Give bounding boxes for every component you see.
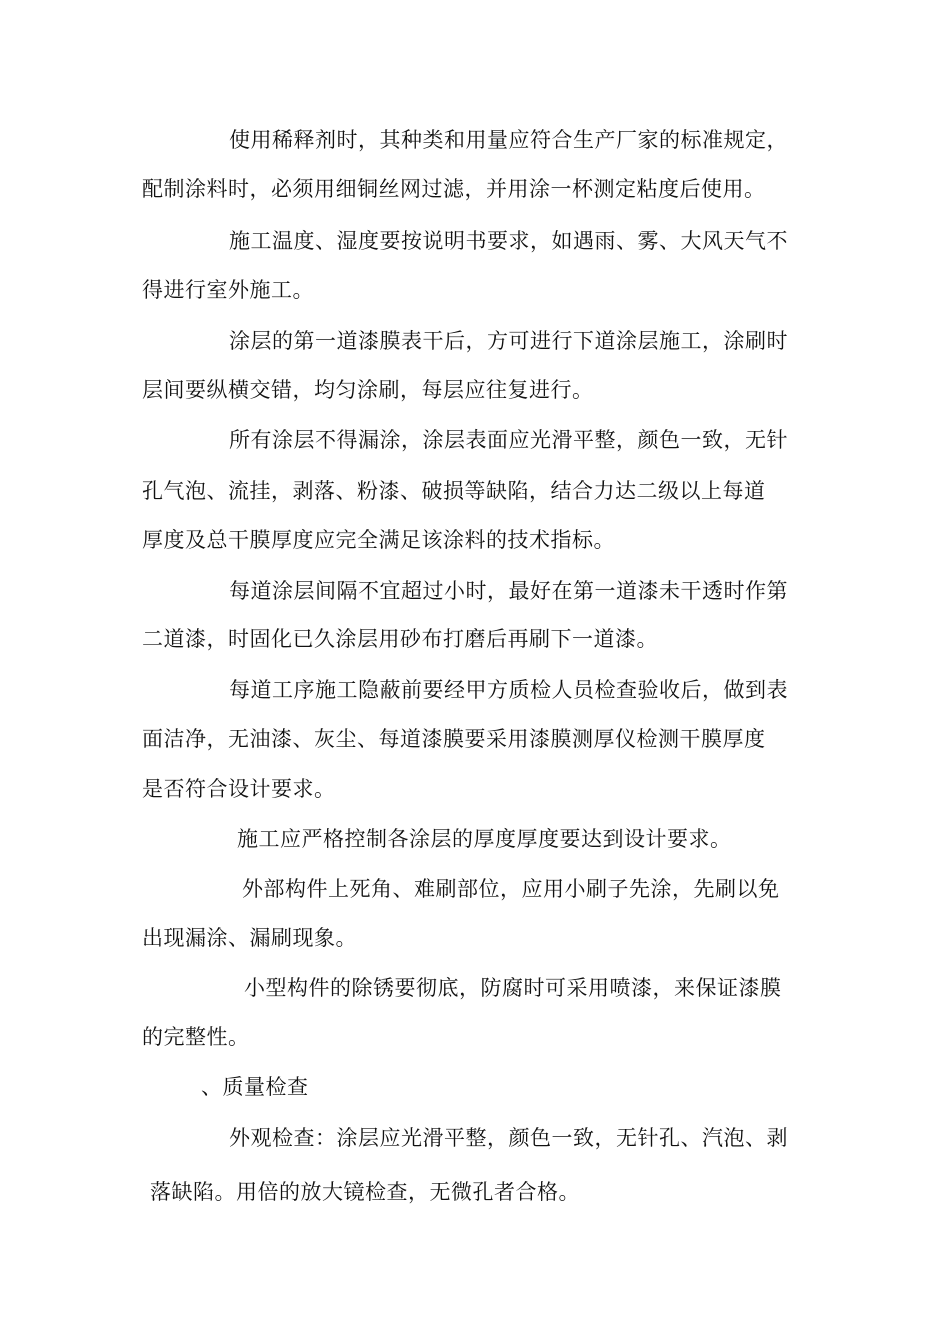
paragraph-line: 厚度及总干膜厚度应完全满足该涂料的技术指标。: [142, 528, 615, 552]
paragraph-line: 的完整性。: [142, 1025, 250, 1049]
paragraph-line: 是否符合设计要求。: [142, 777, 336, 801]
paragraph-line: 小型构件的除锈要彻底，防腐时可采用喷漆，来保证漆膜: [244, 976, 782, 1000]
paragraph-line: 施工温度、湿度要按说明书要求，如遇雨、雾、大风天气不: [229, 229, 788, 253]
paragraph-line: 每道涂层间隔不宜超过小时，最好在第一道漆未干透时作第: [229, 579, 788, 603]
paragraph-line: 配制涂料时，必须用细铜丝网过滤，并用涂一杯测定粘度后使用。: [142, 177, 766, 201]
paragraph-line: 出现漏涂、漏刷现象。: [142, 926, 357, 950]
paragraph-line: 面洁净，无油漆、灰尘、每道漆膜要采用漆膜测厚仪检测干膜厚度: [142, 727, 766, 751]
paragraph-line: 涂层的第一道漆膜表干后，方可进行下道涂层施工，涂刷时: [229, 329, 788, 353]
paragraph-line: 外部构件上死角、难刷部位，应用小刷子先涂，先刷以免: [242, 877, 780, 901]
paragraph-line: 得进行室外施工。: [142, 278, 314, 302]
paragraph-line: 孔气泡、流挂，剥落、粉漆、破损等缺陷，结合力达二级以上每道: [142, 479, 766, 503]
paragraph-line: 落缺陷。用倍的放大镜检查，无微孔者合格。: [150, 1180, 580, 1204]
paragraph-line: 外观检查：涂层应光滑平整，颜色一致，无针孔、汽泡、剥: [229, 1126, 788, 1150]
paragraph-line: 每道工序施工隐蔽前要经甲方质检人员检查验收后，做到表: [229, 678, 788, 702]
paragraph-line: 层间要纵横交错，均匀涂刷，每层应往复进行。: [142, 378, 594, 402]
section-heading: 、质量检查: [201, 1075, 309, 1099]
paragraph-line: 二道漆，时固化已久涂层用砂布打磨后再刷下一道漆。: [142, 627, 658, 651]
paragraph-line: 所有涂层不得漏涂，涂层表面应光滑平整，颜色一致，无针: [229, 428, 788, 452]
paragraph-line: 施工应严格控制各涂层的厚度厚度要达到设计要求。: [237, 827, 732, 851]
paragraph-line: 使用稀释剂时，其种类和用量应符合生产厂家的标准规定，: [229, 128, 788, 152]
